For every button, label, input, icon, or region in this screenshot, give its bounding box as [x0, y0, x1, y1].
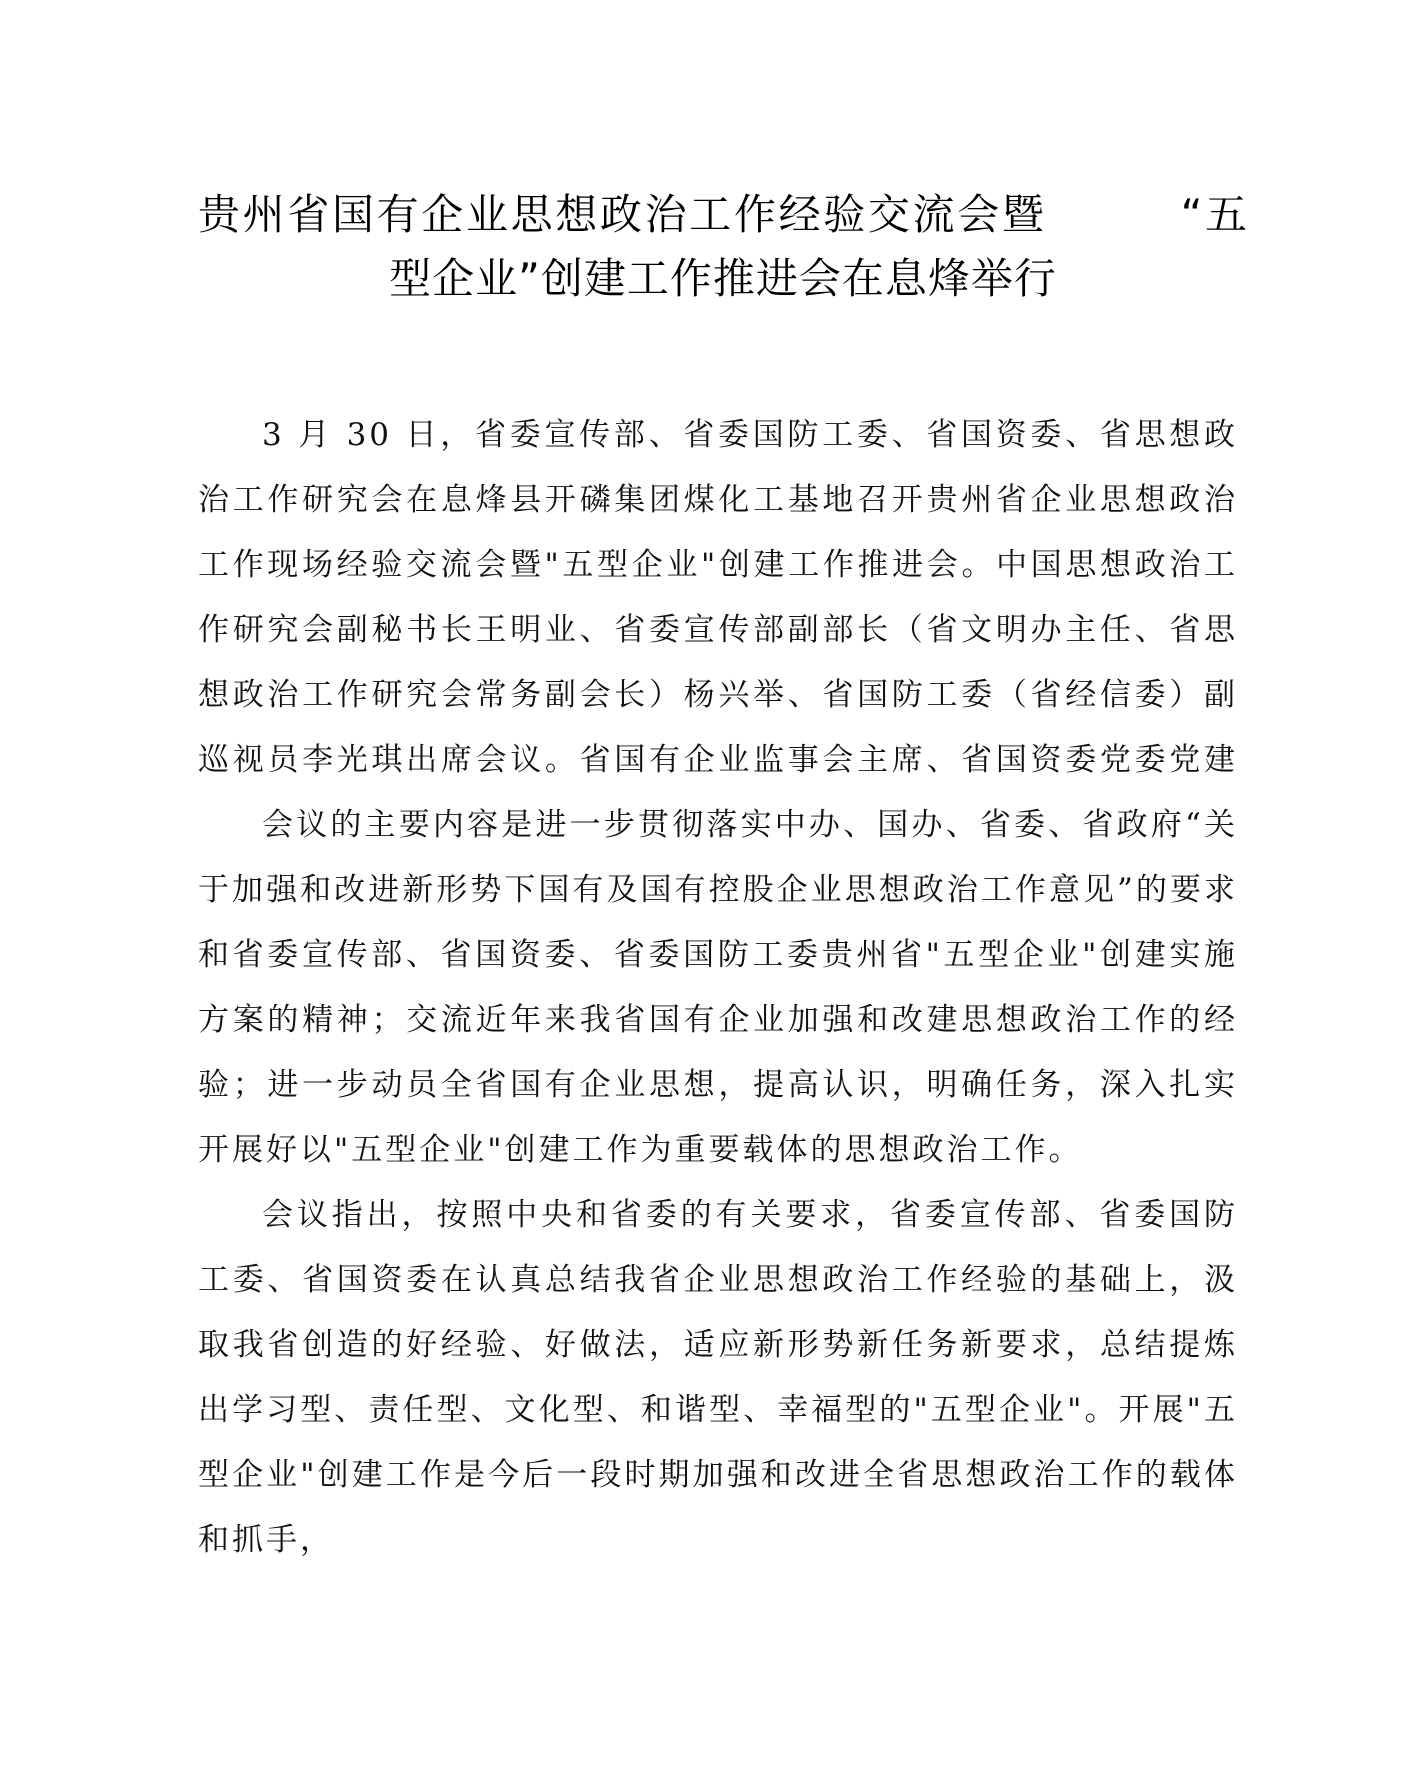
body-paragraph-3: 会议指出，按照中央和省委的有关要求，省委宣传部、省委国防工委、省国资委在认真总结我省企业思想政治工作经验的基础上，汲取我省创造的好经验、好做法，适应新形势新任务新要求，总结提炼出学习型、责任型、文化型、和谐型、幸福型的"五型企业"。开展"五型企业"创建工作是今后一段时期加强和改进全省思想政治工作的载体和抓手， [198, 1197, 1238, 1558]
body-paragraph-1: 3 月 30 日，省委宣传部、省委国防工委、省国资委、省思想政治工作研究会在息烽县开磷集团煤化工基地召开贵州省企业思想政治工作现场经验交流会暨"五型企业"创建工作推进会。中国思想政治工作研究会副秘书长王明业、省委宣传部副部长（省文明办主任、省思想政治工作研究会常务副会长）杨兴举、省国防工委（省经信委）副巡视员李光琪出席会议。省国有企业监事会主席、省国资委党委党建 [198, 417, 1238, 778]
title-line-2: 型企业”创建工作推进会在息烽举行 [389, 254, 1057, 303]
document-body [198, 403, 1238, 1573]
document-title [198, 183, 1248, 311]
body-paragraph-2: 会议的主要内容是进一步贯彻落实中办、国办、省委、省政府“关于加强和改进新形势下国有及国有控股企业思想政治工作意见”的要求和省委宣传部、省国资委、省委国防工委贵州省"五型企业"创建实施方案的精神；交流近年来我省国有企业加强和改建思想政治工作的经验；进一步动员全省国有企业思想，提高认识，明确任务，深入扎实开展好以"五型企业"创建工作为重要载体的思想政治工作。 [198, 807, 1238, 1168]
title-line-1: 贵州省国有企业思想政治工作经验交流会暨 “五 [198, 190, 1248, 239]
